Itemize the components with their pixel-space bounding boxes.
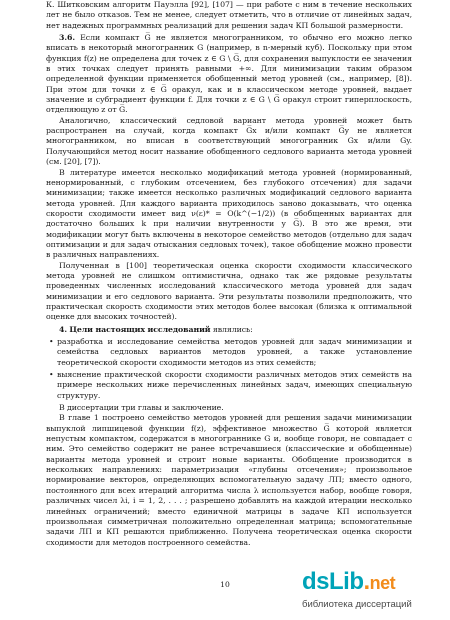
- document-page: [46, 0, 412, 548]
- goals-heading: [46, 325, 412, 335]
- item-3-text: Если компакт G̅ не является многогранником, то обычно его можно легко вписать в некоторый многогранник G (например, в n-мерный куб). Поскольку при этом функция f(z) не определена для точек z ∈ G \ G̅, для сохранения выпуклости ее значения в этих точках следует принять равными +∞. Для минимизации таким образом определенной функции применяется обобщенный метод уровней (см., например, [8]). При этом для точки z ∈ G̅ оракул, как и в классическом методе уровней, выдает значение и субградиент функции f. Для точки z ∈ G \ G̅ оракул строит гиперплоскость, отделяющую z от G̅.: [46, 33, 413, 115]
- goal-bullet-1: [46, 337, 412, 368]
- paragraph-literature: В литературе имеется несколько модификаций метода уровней (нормированный, ненормированный, с глубоким отсечением, без глубокого отсечения) для задачи минимизации; также имеется несколько различных модификаций седлового варианта метода уровней. Для каждого варианта приходилось заново доказывать, что оценка скорости сходимости имеет вид ν(ε)* = O(k^(−1/2)) (в обобщенных вариантах для достаточно больших k при наличии внутренности у G̅). В это же время, эти модификации могут быть включены в некоторое семейство методов (отдельно для задач оптимизации и для задач отыскания седловых точек), такое обобщение можно провести в различных направлениях.: [46, 167, 412, 260]
- goal-bullet-2-text: выяснение практической скорости сходимости различных методов этих семейств на примере нескольких ниже перечисленных линейных задач, имеющих специальную структуру.: [57, 370, 412, 400]
- paragraph-analog: Аналогично, классический седловой вариант метода уровней может быть распространен на случай, когда компакт G̅x и/или компакт G̅y не является многогранником, но вписан в соответствующий многогранник Gx и/или Gy. Получающийся метод носит название обобщенного седлового варианта метода уровней (см. [20], [7]).: [46, 115, 412, 167]
- page-number: 10: [220, 580, 230, 589]
- goal-bullet-2: [46, 370, 412, 401]
- paragraph-intro: К. Шитковским алгоритм Пауэлла [92], [107] — при работе с ним в течение нескольких лет не было отказов. Тем не менее, следует отметить, что в отличие от линейных задач, нет надежных программных реализаций для решения задач КП большой размерности.: [46, 0, 412, 30]
- goals-title: Цели настоящих исследований: [69, 324, 211, 334]
- goals-suffix: являлись:: [210, 324, 253, 334]
- paragraph-dissertation: В диссертации три главы и заключение.: [59, 403, 224, 413]
- goals-number: 4.: [59, 324, 67, 334]
- bullet-icon: •: [49, 370, 54, 380]
- item-3-number: 3.6.: [59, 33, 75, 43]
- paragraph-chapter-1: В главе 1 построено семейство методов уровней для решения задачи минимизации выпуклой липшицевой функции f(z), эффективное множество G̅ которой является непустым компактом, содержатся в многограннике G и, вообще говоря, не совпадает с ним. Это семейство содержит не ранее встречавшиеся (классические и обобщенные) варианты метода уровней и строит новые варианты. Обобщение производится в нескольких направлениях: параметризация «глубины отсечения»; произвольное нормирование векторов, определяющих вспомогательную задачу ЛП; вместо одного, постоянного для всех итераций алгоритма числа λ используется набор, вообще говоря, различных чисел λi, i = 1, 2, . . . ; разрешено добавлять на каждой итерации несколько линейных ограничений; вместо единичной матрицы в задаче КП используется произвольная симметричная положительно определенная матрица; вспомогательные задачи ЛП и КП решаются приближенно. Получена теоретическая оценка скорости сходимости для методов построенного семейства.: [46, 413, 412, 547]
- watermark-logo: [300, 568, 446, 614]
- watermark-logo-text: dsLib.net: [302, 568, 396, 595]
- goal-bullet-1-text: разработка и исследование семейства методов уровней для задач минимизации и семейства седловых вариантов методов уровней, а также установление теоретической скорости сходимости методов из этих семейств;: [57, 337, 412, 367]
- paragraph-theory: Полученная в [100] теоретическая оценка скорости сходимости классического метода уровней не слишком оптимистична, однако так же рядовые результаты проведенных численных исследований классического метода уровней для задач минимизации и его седлового варианта. Эти результаты позволили предположить, что практическая скорость сходимости этих методов более высокая (близка к оптимальной оценке для высоких точностей).: [46, 260, 412, 322]
- watermark-subtitle: библиотека диссертаций: [302, 599, 412, 610]
- paragraph-item-3: [46, 33, 412, 116]
- bullet-icon: •: [49, 337, 54, 346]
